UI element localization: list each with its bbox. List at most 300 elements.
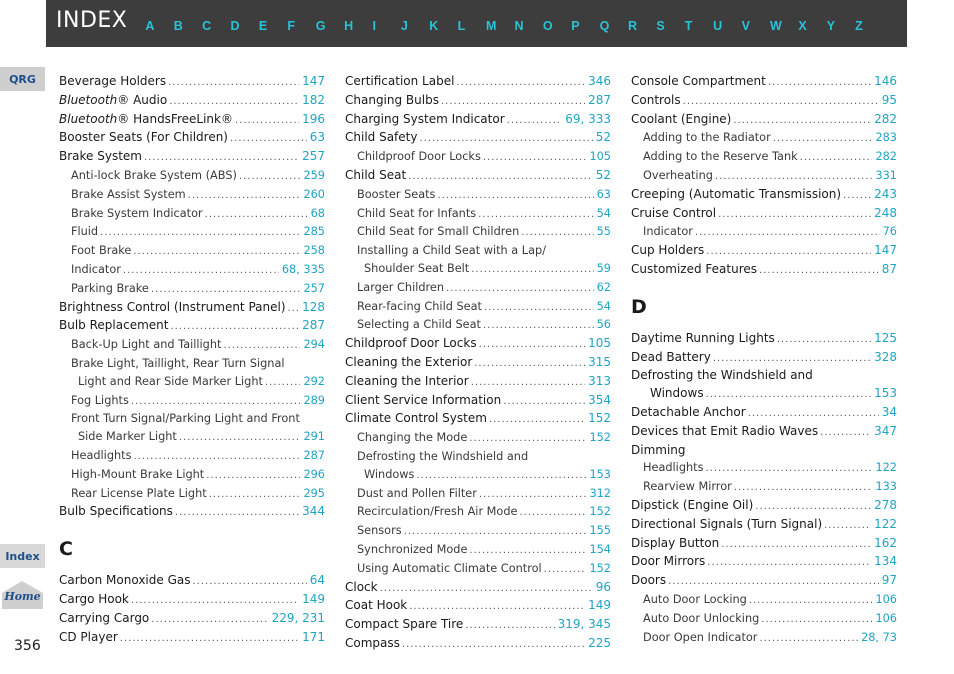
index-subentry: [345, 205, 611, 224]
page-reference-link[interactable]: 152: [589, 561, 611, 575]
page-reference-link[interactable]: 328: [874, 349, 897, 364]
alpha-link-t[interactable]: T: [684, 18, 693, 33]
index-header-bar: [46, 0, 907, 47]
entry-term-suffix: ® Audio: [117, 92, 168, 107]
page-reference-link[interactable]: 152: [589, 431, 611, 445]
alpha-link-w[interactable]: W: [769, 18, 782, 33]
page-reference-link[interactable]: 125: [874, 330, 897, 345]
entry-term: Selecting a Child Seat: [357, 318, 481, 332]
alpha-link-e[interactable]: E: [258, 18, 268, 33]
page-reference-link[interactable]: 295: [303, 486, 325, 500]
index-entry: [345, 92, 611, 111]
dot-leader: [380, 580, 593, 598]
entry-term: Door Open Indicator: [643, 630, 758, 644]
entry-term: Brake Light, Taillight, Rear Turn Signal: [71, 356, 285, 370]
entry-term: Carrying Cargo: [59, 610, 150, 625]
index-entry: [345, 373, 611, 392]
page-reference-link[interactable]: 133: [875, 480, 897, 494]
page-reference-link[interactable]: 63: [596, 187, 611, 201]
alpha-link-u[interactable]: U: [713, 18, 723, 33]
index-entry: [59, 629, 325, 648]
index-entry: [345, 410, 611, 429]
index-column-3: [631, 73, 897, 647]
page-reference-link[interactable]: 344: [302, 504, 325, 519]
dot-leader: [820, 424, 871, 442]
index-subentry: [631, 223, 897, 242]
page-reference-link[interactable]: 259: [303, 168, 325, 182]
entry-term: Back-Up Light and Taillight: [71, 338, 222, 352]
alpha-link-k[interactable]: K: [429, 18, 439, 33]
entry-term: Rear License Plate Light: [71, 486, 207, 500]
entry-term: Side Marker Light: [78, 430, 177, 444]
page-reference-link[interactable]: 287: [588, 92, 611, 107]
page-reference-link[interactable]: 69, 333: [565, 111, 611, 126]
dot-leader: [404, 523, 587, 541]
index-subentry: [59, 410, 325, 428]
entry-term: Overheating: [643, 168, 713, 182]
dot-leader: [144, 149, 299, 167]
dot-leader: [695, 224, 880, 242]
page-reference-link[interactable]: 56: [596, 318, 611, 332]
dot-leader: [206, 467, 300, 485]
index-entry: [345, 335, 611, 354]
page-reference-link[interactable]: 243: [874, 186, 897, 201]
home-tab[interactable]: [0, 580, 45, 610]
dot-leader: [734, 479, 873, 497]
index-entry: [59, 92, 325, 111]
entry-term: Adding to the Radiator: [643, 131, 771, 145]
index-entry: [631, 73, 897, 92]
entry-term: Coolant (Engine): [631, 111, 732, 126]
index-entry: [345, 354, 611, 373]
alpha-link-g[interactable]: G: [315, 18, 326, 33]
page-reference-link[interactable]: 319, 345: [557, 617, 611, 632]
page-reference-link[interactable]: 182: [302, 92, 325, 107]
page-reference-link[interactable]: 152: [588, 411, 611, 426]
entry-term: Headlights: [643, 461, 704, 475]
index-entry: [631, 572, 897, 591]
dot-leader: [483, 317, 594, 335]
alphabet-nav: [145, 19, 883, 33]
alpha-link-q[interactable]: Q: [599, 18, 610, 33]
page-reference-link[interactable]: 282: [874, 111, 897, 126]
index-subentry: [631, 167, 897, 186]
entry-term: Childproof Door Locks: [357, 150, 481, 164]
index-subentry: [59, 485, 325, 504]
page-reference-link[interactable]: 128: [302, 299, 325, 314]
index-subentry: [59, 280, 325, 299]
page-reference-link[interactable]: 162: [874, 535, 897, 550]
index-subentry: [345, 560, 611, 579]
alpha-link-d[interactable]: D: [230, 18, 240, 33]
dot-leader: [446, 280, 594, 298]
entry-term: Indicator: [643, 225, 693, 239]
entry-term: Child Seat for Infants: [357, 206, 477, 220]
page-reference-link[interactable]: 171: [302, 629, 325, 644]
index-tab[interactable]: Index: [0, 544, 45, 568]
index-subentry: [59, 466, 325, 485]
page-reference-link[interactable]: 287: [303, 448, 325, 462]
alpha-link-o[interactable]: O: [542, 18, 553, 33]
entry-term: Brightness Control (Instrument Panel): [59, 299, 286, 314]
alpha-link-s[interactable]: S: [656, 18, 665, 33]
page-reference-link[interactable]: 257: [302, 149, 325, 164]
index-entry: [631, 516, 897, 535]
index-subentry: [631, 459, 897, 478]
entry-term: Foot Brake: [71, 244, 132, 258]
page-reference-link[interactable]: 346: [588, 74, 611, 88]
page-reference-link[interactable]: 34: [881, 404, 897, 419]
index-subentry: [345, 429, 611, 448]
dot-leader: [748, 405, 879, 423]
page-reference-link[interactable]: 54: [596, 206, 611, 220]
dot-leader: [471, 374, 585, 392]
page-reference-link[interactable]: 122: [875, 461, 897, 475]
index-entry: [345, 616, 611, 635]
dot-leader: [123, 262, 279, 280]
page-reference-link[interactable]: 106: [875, 592, 897, 606]
alpha-link-j[interactable]: J: [400, 18, 408, 33]
dot-leader: [151, 281, 301, 299]
index-subentry: [59, 167, 325, 186]
page-reference-link[interactable]: 289: [303, 393, 325, 407]
page-reference-link[interactable]: 76: [882, 225, 897, 239]
dot-leader: [131, 393, 301, 411]
page-reference-link[interactable]: 52: [595, 167, 611, 182]
dot-leader: [777, 331, 871, 349]
index-entry: [631, 404, 897, 423]
dot-leader: [441, 93, 585, 111]
index-entry: [631, 242, 897, 261]
dot-leader: [205, 206, 308, 224]
dot-leader: [843, 187, 871, 205]
index-entry: [631, 497, 897, 516]
page-reference-link[interactable]: 87: [881, 261, 897, 276]
page-reference-link[interactable]: 229, 231: [271, 610, 325, 625]
entry-term: Brake System: [59, 149, 142, 164]
page-reference-link[interactable]: 285: [303, 225, 325, 239]
page-reference-link[interactable]: 68: [310, 206, 325, 220]
dot-leader: [707, 554, 871, 572]
dot-leader: [503, 393, 585, 411]
entry-term: Windows: [364, 467, 415, 481]
page-reference-link[interactable]: 248: [874, 205, 897, 220]
dot-leader: [169, 93, 299, 111]
dot-leader: [479, 486, 587, 504]
page-reference-link[interactable]: 294: [303, 338, 325, 352]
page-reference-link[interactable]: 28, 73: [861, 630, 897, 644]
alpha-link-p[interactable]: P: [571, 18, 580, 33]
dot-leader: [168, 74, 299, 92]
index-column-2: [345, 73, 611, 654]
index-subentry: [345, 148, 611, 167]
qrg-tab[interactable]: QRG: [0, 67, 45, 91]
entry-term: Indicator: [71, 262, 121, 276]
entry-term: Bulb Specifications: [59, 504, 173, 519]
index-entry: [345, 392, 611, 411]
entry-term: Adding to the Reserve Tank: [643, 150, 798, 164]
entry-term: Bulb Replacement: [59, 318, 169, 333]
dot-leader: [478, 206, 593, 224]
index-entry: [345, 111, 611, 130]
alpha-link-f[interactable]: F: [287, 18, 295, 33]
entry-term: High-Mount Brake Light: [71, 467, 205, 481]
entry-term: Brake Assist System: [71, 187, 186, 201]
page-reference-link[interactable]: 258: [303, 244, 325, 258]
page-reference-link[interactable]: 149: [588, 598, 611, 613]
page-reference-link[interactable]: 287: [302, 318, 325, 333]
dot-leader: [471, 261, 593, 279]
entry-term: Controls: [631, 92, 681, 107]
page-reference-link[interactable]: 147: [874, 243, 897, 258]
page-reference-link[interactable]: 105: [588, 336, 611, 351]
page-reference-link[interactable]: 64: [309, 573, 325, 588]
dot-leader: [288, 300, 300, 318]
page-reference-link[interactable]: 354: [588, 392, 611, 407]
index-subentry: [59, 205, 325, 224]
entry-term: Customized Features: [631, 261, 758, 276]
dot-leader: [755, 498, 871, 516]
dot-leader: [131, 592, 299, 610]
page-reference-link[interactable]: 146: [874, 74, 897, 88]
dot-leader: [170, 318, 299, 336]
dot-leader: [235, 112, 299, 130]
index-subentry: [631, 129, 897, 148]
entry-term: Fluid: [71, 225, 99, 239]
page-reference-link[interactable]: 282: [875, 150, 897, 164]
index-entry: [631, 442, 897, 460]
entry-term: Devices that Emit Radio Waves: [631, 423, 819, 438]
entry-term: Carbon Monoxide Gas: [59, 573, 191, 588]
page-reference-link[interactable]: 153: [874, 386, 897, 401]
dot-leader: [706, 386, 872, 404]
page-reference-link[interactable]: 331: [875, 168, 897, 182]
index-subentry: [345, 485, 611, 504]
index-entry: [631, 205, 897, 224]
alpha-link-r[interactable]: R: [628, 18, 638, 33]
dot-leader: [133, 243, 300, 261]
page-reference-link[interactable]: 291: [303, 430, 325, 444]
alpha-link-y[interactable]: Y: [826, 18, 836, 33]
dot-leader: [718, 206, 871, 224]
index-entry: [631, 92, 897, 111]
entry-term: Climate Control System: [345, 411, 487, 426]
alpha-link-n[interactable]: N: [514, 18, 524, 33]
page-reference-link[interactable]: 147: [302, 74, 325, 88]
entry-term: Synchronized Mode: [357, 542, 468, 556]
page-reference-link[interactable]: 292: [303, 374, 325, 388]
page-reference-link[interactable]: 312: [589, 486, 611, 500]
page-reference-link[interactable]: 54: [596, 299, 611, 313]
page-reference-link[interactable]: 155: [589, 524, 611, 538]
dot-leader: [715, 168, 873, 186]
dot-leader: [668, 573, 879, 591]
dot-leader: [179, 429, 301, 447]
index-entry: [631, 186, 897, 205]
index-entry: [59, 610, 325, 629]
alpha-link-v[interactable]: V: [741, 18, 750, 33]
entry-term: Display Button: [631, 535, 720, 550]
index-subentry: [59, 428, 325, 447]
index-entry: [345, 167, 611, 186]
page-reference-link[interactable]: 313: [588, 373, 611, 388]
dot-leader: [151, 611, 268, 629]
index-subentry: [345, 242, 611, 260]
dot-leader: [749, 592, 873, 610]
alpha-link-m[interactable]: M: [486, 18, 497, 33]
index-subentry: [345, 448, 611, 466]
page-reference-link[interactable]: 95: [881, 92, 897, 107]
entry-term: Cup Holders: [631, 243, 705, 258]
entry-term: Certification Label: [345, 74, 455, 88]
alpha-link-i[interactable]: I: [372, 18, 376, 33]
entry-term: Changing the Mode: [357, 431, 468, 445]
index-subentry: [345, 298, 611, 317]
section-letter-d: D: [631, 295, 647, 318]
dot-leader: [416, 467, 586, 485]
page-reference-link[interactable]: 347: [874, 423, 897, 438]
index-subentry: [345, 522, 611, 541]
entry-term: Changing Bulbs: [345, 92, 439, 107]
entry-term: Sensors: [357, 524, 402, 538]
index-entry: [631, 261, 897, 280]
entry-term: Detachable Anchor: [631, 404, 746, 419]
dot-leader: [402, 636, 585, 654]
dot-leader: [721, 536, 871, 554]
alpha-link-a[interactable]: A: [145, 18, 155, 33]
index-subentry: [631, 629, 897, 648]
page-reference-link[interactable]: 154: [589, 542, 611, 556]
page-reference-link[interactable]: 152: [589, 505, 611, 519]
alpha-link-c[interactable]: C: [202, 18, 212, 33]
page-reference-link[interactable]: 149: [302, 591, 325, 606]
page-reference-link[interactable]: 257: [303, 281, 325, 295]
page-reference-link[interactable]: 225: [588, 635, 611, 650]
entry-term: Windows: [650, 386, 704, 401]
alpha-link-b[interactable]: B: [173, 18, 183, 33]
index-subentry: [59, 242, 325, 261]
entry-term: CD Player: [59, 629, 118, 644]
entry-term: Dead Battery: [631, 349, 711, 364]
page-reference-link[interactable]: 52: [595, 130, 611, 145]
index-entry: [631, 367, 897, 385]
entry-term: Dimming: [631, 442, 686, 457]
dot-leader: [223, 337, 300, 355]
page-reference-link[interactable]: 68, 335: [281, 262, 325, 276]
dot-leader: [175, 504, 299, 522]
entry-term: Compact Spare Tire: [345, 617, 464, 632]
page-reference-link[interactable]: 106: [875, 611, 897, 625]
index-subentry: [59, 336, 325, 355]
entry-term: Rear-facing Child Seat: [357, 299, 482, 313]
page-reference-link[interactable]: 105: [589, 150, 611, 164]
entry-term: Cleaning the Exterior: [345, 354, 473, 369]
page-reference-link[interactable]: 96: [595, 579, 611, 594]
entry-term: Anti-lock Brake System (ABS): [71, 168, 237, 182]
page-reference-link[interactable]: 97: [881, 573, 897, 588]
index-subentry: [59, 223, 325, 242]
index-subentry: [631, 148, 897, 167]
page-reference-link[interactable]: 62: [596, 280, 611, 294]
dot-leader: [521, 224, 593, 242]
page-reference-link[interactable]: 196: [302, 111, 325, 126]
dot-leader: [474, 355, 585, 373]
dot-leader: [706, 243, 871, 261]
index-subentry: [631, 478, 897, 497]
index-entry: [631, 349, 897, 368]
alpha-link-x[interactable]: X: [798, 18, 807, 33]
dot-leader: [239, 168, 301, 186]
dot-leader: [456, 74, 585, 92]
entry-term: Defrosting the Windshield and: [357, 449, 529, 463]
index-entry: [59, 572, 325, 591]
index-entry: [59, 111, 325, 130]
page-reference-link[interactable]: 55: [596, 225, 611, 239]
entry-term: Childproof Door Locks: [345, 336, 477, 351]
page-reference-link[interactable]: 260: [303, 187, 325, 201]
entry-term: Booster Seats (For Children): [59, 130, 228, 145]
index-subentry: [59, 447, 325, 466]
entry-term: Client Service Information: [345, 392, 502, 407]
index-subentry: [345, 279, 611, 298]
entry-term-italic: Bluetooth: [59, 92, 118, 107]
entry-term: [59, 111, 233, 129]
dot-leader: [419, 130, 592, 148]
dot-leader: [483, 149, 587, 167]
entry-term: Installing a Child Seat with a Lap/: [357, 244, 546, 258]
index-entry: [59, 129, 325, 148]
page-reference-link[interactable]: 153: [589, 467, 611, 481]
index-entry: [59, 591, 325, 610]
dot-leader: [544, 561, 587, 579]
entry-term: Child Seat for Small Children: [357, 225, 520, 239]
page-reference-link[interactable]: 63: [309, 130, 325, 145]
alpha-link-z[interactable]: Z: [855, 18, 863, 33]
dot-leader: [133, 448, 300, 466]
dot-leader: [824, 517, 871, 535]
entry-term: Fog Lights: [71, 393, 129, 407]
entry-term: Light and Rear Side Marker Light: [78, 374, 263, 388]
dot-leader: [479, 336, 586, 354]
dot-leader: [230, 130, 307, 148]
entry-term: Dust and Pollen Filter: [357, 486, 477, 500]
section-letter-c: C: [59, 538, 73, 561]
page-reference-link[interactable]: 278: [874, 497, 897, 512]
page-reference-link[interactable]: 59: [596, 261, 611, 275]
alpha-link-l[interactable]: L: [457, 18, 466, 33]
page-reference-link[interactable]: 315: [588, 354, 611, 369]
index-entry: [345, 597, 611, 616]
dot-leader: [408, 168, 593, 186]
page-reference-link[interactable]: 122: [874, 516, 897, 531]
entry-term: Parking Brake: [71, 281, 149, 295]
index-entry: [345, 73, 611, 92]
index-entry: [345, 579, 611, 598]
entry-term: Booster Seats: [357, 187, 436, 201]
alpha-link-h[interactable]: H: [344, 18, 354, 33]
entry-term: Clock: [345, 579, 378, 594]
entry-term: Cargo Hook: [59, 591, 129, 606]
entry-term: Compass: [345, 635, 400, 650]
entry-term: Auto Door Unlocking: [643, 611, 760, 625]
page-reference-link[interactable]: 296: [303, 467, 325, 481]
entry-term: Headlights: [71, 448, 132, 462]
index-subentry: [59, 186, 325, 205]
page-reference-link[interactable]: 134: [874, 554, 897, 569]
page-reference-link[interactable]: 283: [875, 131, 897, 145]
index-subentry: [345, 503, 611, 522]
index-subentry: [631, 591, 897, 610]
